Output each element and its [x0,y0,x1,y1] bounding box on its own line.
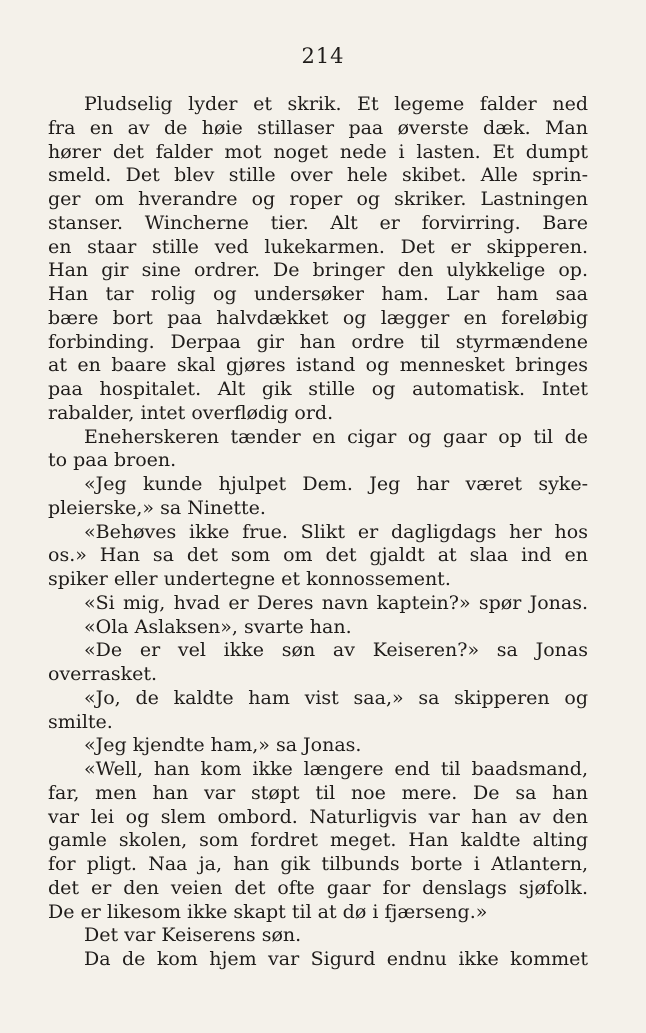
text-line: os.» Han sa det som om det gjaldt at slaa ind en [48,544,588,567]
text-line: pleierske,» sa Ninette. [48,496,266,519]
text-line: ger om hverandre og roper og skriker. Lastningen [48,188,588,210]
text-line: gamle skolen, som fordret meget. Han kaldte alting [48,829,588,852]
text-line: smilte. [48,710,113,733]
text-line: De er likesom ikke skapt til at dø i fjærseng.» [48,900,488,923]
text-line: overrasket. [48,663,158,685]
text-line: Pludselig lyder et skrik. Et legeme falder ned [84,93,588,115]
text-line: «Si mig, hvad er Deres navn kaptein?» spør Jonas. [84,591,588,614]
text-line: «Jo, de kaldte ham vist saa,» sa skipperen og [84,686,588,709]
text-line: «Behøves ikke frue. Slikt er dagligdags her hos [84,520,588,543]
text-line: «De er vel ikke søn av Keiseren?» sa Jonas [84,639,588,662]
text-line: Da de kom hjem var Sigurd endnu ikke kommet [84,948,588,970]
text-line: «Jeg kunde hjulpet Dem. Jeg har været syke- [84,473,588,495]
text-line: «Well, han kom ikke længere end til baadsmand, [84,758,588,780]
text-line: en staar stille ved lukekarmen. Det er skipperen. [48,235,588,258]
text-line: fra en av de høie stillaser paa øverste dæk. Man [48,116,588,139]
text-line: at en baare skal gjøres istand og mennesket bringes [48,354,588,377]
text-line: var lei og slem ombord. Naturligvis var han av den [48,805,588,828]
text-line: smeld. Det blev stille over hele skibet. Alle sprin- [48,164,588,187]
text-line: det er den veien det ofte gaar for denslags sjøfolk. [48,876,588,899]
text-line: hører det falder mot noget nede i lasten. Et dumpt [48,140,588,163]
text-line: paa hospitalet. Alt gik stille og automatisk. Intet [48,378,588,400]
text-line: for pligt. Naa ja, han gik tilbunds borte i Atlantern, [48,853,588,875]
text-line: spiker eller undertegne et konnossement. [48,568,451,590]
text-line: Han gir sine ordrer. De bringer den ulykkelige op. [48,259,588,282]
text-line: far, men han var støpt til noe mere. De sa han [48,781,588,804]
text-line: «Ola Aslaksen», svarte han. [84,615,352,638]
text-line: «Jeg kjendte ham,» sa Jonas. [84,734,362,757]
text-line: forbinding. Derpaa gir han ordre til styrmændene [48,330,588,353]
page-number: 214 [301,44,345,68]
text-line: bære bort paa halvdækket og lægger en foreløbig [48,306,588,329]
text-line: stanser. Wincherne tier. Alt er forvirring. Bare [48,211,588,234]
text-line: Han tar rolig og undersøker ham. Lar ham saa [48,283,588,305]
text-line: Eneherskeren tænder en cigar og gaar op til de [84,425,588,448]
text-line: to paa broen. [48,449,177,472]
text-line: Det var Keiserens søn. [84,924,302,947]
body-text [48,93,588,972]
text-line: rabalder, intet overflødig ord. [48,401,334,424]
